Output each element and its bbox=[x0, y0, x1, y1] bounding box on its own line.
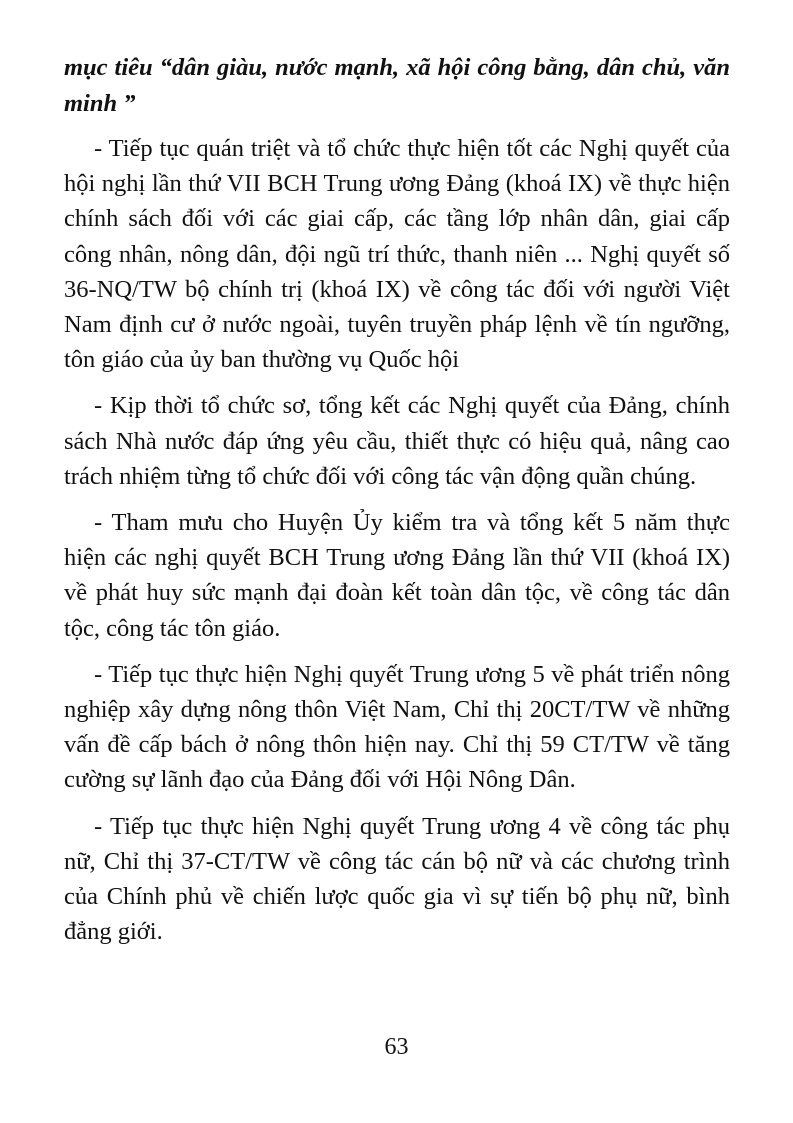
paragraph-resolution-4: - Tiếp tục thực hiện Nghị quyết Trung ương 4 về công tác phụ nữ, Chỉ thị 37-CT/TW về công tác cán bộ nữ và các chương trình của Chính phủ về chiến lược quốc gia vì sự tiến bộ phụ nữ, bình đẳng giới. bbox=[64, 812, 730, 946]
paragraph-advise-district: - Tham mưu cho Huyện Ủy kiểm tra và tổng kết 5 năm thực hiện các nghị quyết BCH Trung ương Đảng lần thứ VII (khoá IX) về phát huy sức mạnh đại đoàn kết toàn dân tộc, về công tác dân tộc, công tác tôn giáo. bbox=[64, 509, 730, 642]
lead-goal-text: mục tiêu “dân giàu, nước mạnh, xã hội công bằng, dân chủ, văn minh ” bbox=[64, 54, 730, 117]
paragraph-resolution-vii: - Tiếp tục quán triệt và tổ chức thực hiện tốt các Nghị quyết của hội nghị lần thứ VII BCH Trung ương Đảng (khoá IX) về thực hiện chính sách đối với các giai cấp, các tầng lớp nhân dân, giai cấp công nhân, nông dân, đội ngũ trí thức, thanh niên ... Nghị quyết số 36-NQ/TW bộ chính trị (khoá IX) về công tác đối với người Việt Nam định cư ở nước ngoài, tuyên truyền pháp lệnh về tín ngưỡng, tôn giáo của ủy ban thường vụ Quốc hội bbox=[64, 135, 730, 374]
paragraph-resolution-5: - Tiếp tục thực hiện Nghị quyết Trung ương 5 về phát triển nông nghiệp xây dựng nông thôn Việt Nam, Chỉ thị 20CT/TW về những vấn đề cấp bách ở nông thôn hiện nay. Chỉ thị 59 CT/TW về tăng cường sự lãnh đạo của Đảng đối với Hội Nông Dân. bbox=[64, 660, 730, 794]
page-number: 63 bbox=[384, 1034, 409, 1060]
page-body bbox=[64, 50, 730, 960]
paragraph-timely-review: - Kịp thời tổ chức sơ, tổng kết các Nghị quyết của Đảng, chính sách Nhà nước đáp ứng yêu cầu, thiết thực có hiệu quả, nâng cao trách nhiệm từng tổ chức đối với công tác vận động quần chúng. bbox=[64, 392, 730, 490]
